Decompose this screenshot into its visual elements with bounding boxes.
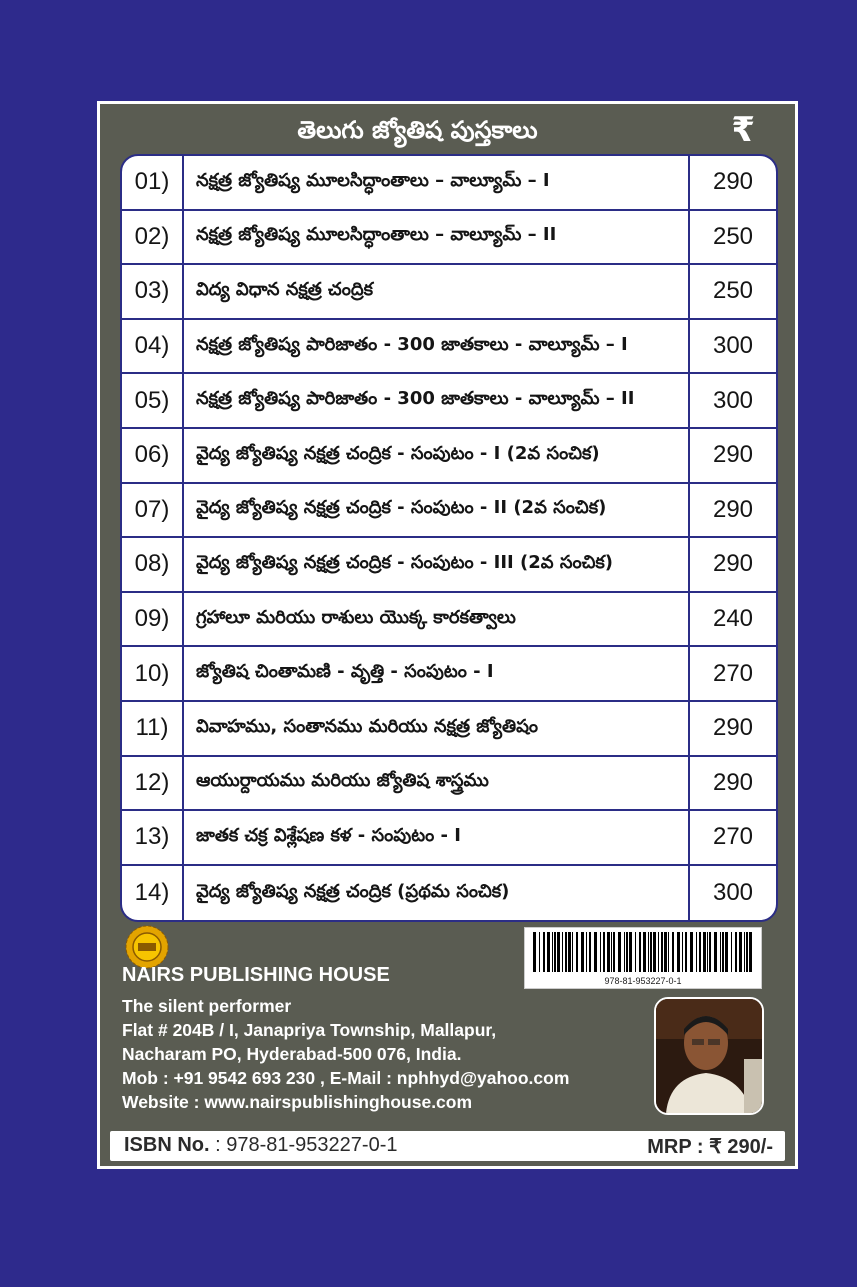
publisher-name: NAIRS PUBLISHING HOUSE [122, 964, 390, 986]
barcode-bar [661, 932, 663, 972]
book-title: నక్షత్ర జ్యోతిష్య పారిజాతం - 300 జాతకాలు - వాల్యూమ్ – I [184, 320, 690, 373]
barcode-bar [600, 932, 601, 972]
barcode-bar [746, 932, 748, 972]
table-row [122, 484, 776, 539]
book-price: 290 [712, 768, 754, 796]
barcode-bar [635, 932, 636, 972]
table-row [122, 757, 776, 812]
rupee-icon: ₹ [731, 110, 755, 150]
book-price: 300 [712, 332, 754, 360]
website-line: Website : www.nairspublishinghouse.com [122, 1092, 473, 1112]
publisher-tagline: The silent performer [122, 996, 292, 1016]
barcode-bar [576, 932, 578, 972]
table-row [122, 702, 776, 757]
book-title: జ్యోతిష చింతామణి - వృత్తి - సంపుటం - I [184, 647, 690, 700]
book-price: 290 [712, 495, 754, 523]
barcode-bar [682, 932, 683, 972]
barcode-bar [562, 932, 563, 972]
barcode-bar [658, 932, 659, 972]
book-title: వైద్య జ్యోతిష్య నక్షత్ర చంద్రిక - సంపుటం - II (2వ సంచిక) [184, 484, 690, 537]
book-number: 09) [122, 593, 184, 646]
barcode-bar [565, 932, 567, 972]
barcode-bar [668, 932, 669, 972]
panel-header [100, 104, 795, 156]
publisher-info [122, 994, 569, 1114]
table-row [122, 265, 776, 320]
barcode-bar [568, 932, 571, 972]
book-price: 240 [712, 605, 754, 633]
barcode-bar [539, 932, 540, 972]
table-row [122, 374, 776, 429]
barcode-bar [725, 932, 728, 972]
author-photo [654, 997, 764, 1115]
book-title: వైద్య జ్యోతిష్య నక్షత్ర చంద్రిక (ప్రథమ సంచిక) [184, 866, 690, 921]
book-number: 04) [122, 320, 184, 373]
book-price: 300 [712, 386, 754, 414]
barcode-bar [611, 932, 612, 972]
table-row [122, 647, 776, 702]
book-number: 08) [122, 538, 184, 591]
book-price: 290 [712, 441, 754, 469]
barcode-bar [744, 932, 745, 972]
book-price: 290 [712, 168, 754, 196]
book-price: 270 [712, 823, 754, 851]
barcode-bar [572, 932, 573, 972]
book-title: ఆయుర్దాయము మరియు జ్యోతిష శాస్త్రము [184, 757, 690, 810]
book-number: 14) [122, 866, 184, 921]
book-title: వైద్య జ్యోతిష్య నక్షత్ర చంద్రిక - సంపుటం - III (2వ సంచిక) [184, 538, 690, 591]
isbn-label: ISBN No. [124, 1134, 210, 1156]
barcode-bar [714, 932, 717, 972]
panel-title: తెలుగు జ్యోతిష పుస్తకాలు [297, 116, 538, 144]
barcode-bar [735, 932, 737, 972]
barcode-bar [709, 932, 711, 972]
barcode-bar [594, 932, 597, 972]
barcode-bar [731, 932, 732, 972]
book-number: 01) [122, 156, 184, 209]
book-number: 10) [122, 647, 184, 700]
barcode-bar [707, 932, 708, 972]
isbn-value: : 978-81-953227-0-1 [209, 1134, 398, 1156]
contact-line: Mob : +91 9542 693 230 , E-Mail : nphhyd@yahoo.com [122, 1068, 570, 1088]
book-price: 250 [712, 222, 754, 250]
barcode-bar [696, 932, 697, 972]
barcode-bar [699, 932, 701, 972]
barcode-bar [650, 932, 652, 972]
isbn [124, 1134, 397, 1157]
table-row [122, 811, 776, 866]
book-number: 02) [122, 211, 184, 264]
book-number: 11) [122, 702, 184, 755]
table-row [122, 538, 776, 593]
barcode-bar [677, 932, 680, 972]
barcode-bar [653, 932, 656, 972]
book-list-panel [97, 101, 798, 1169]
barcode-bar [749, 932, 752, 972]
barcode-bar [613, 932, 615, 972]
barcode-bars-icon [533, 932, 755, 972]
barcode-bar [552, 932, 553, 972]
book-number: 06) [122, 429, 184, 482]
table-row [122, 156, 776, 211]
book-title: నక్షత్ర జ్యోతిష్య మూలసిద్ధాంతాలు – వాల్యూమ్ – II [184, 211, 690, 264]
barcode-bar [589, 932, 591, 972]
barcode-bar [624, 932, 625, 972]
book-price: 250 [712, 277, 754, 305]
footer-bar [110, 1131, 785, 1161]
barcode-bar [543, 932, 545, 972]
book-title: నక్షత్ర జ్యోతిష్య మూలసిద్ధాంతాలు – వాల్యూమ్ – I [184, 156, 690, 209]
table-row [122, 866, 776, 921]
table-row [122, 211, 776, 266]
book-price: 290 [712, 714, 754, 742]
barcode-bar [685, 932, 687, 972]
barcode-bar [672, 932, 674, 972]
address-line-1: Flat # 204B / I, Janapriya Township, Mallapur, [122, 1020, 497, 1040]
book-number: 05) [122, 374, 184, 427]
address-line-2: Nacharam PO, Hyderabad-500 076, India. [122, 1044, 462, 1064]
barcode-bar [639, 932, 641, 972]
barcode-bar [607, 932, 610, 972]
book-title: విద్య విధాన నక్షత్ర చంద్రిక [184, 265, 690, 318]
barcode-bar [603, 932, 605, 972]
barcode-bar [722, 932, 724, 972]
barcode-bar [703, 932, 706, 972]
barcode-bar [739, 932, 742, 972]
book-title: జాతక చక్ర విశ్లేషణ కళ - సంపుటం - I [184, 811, 690, 864]
barcode-bar [643, 932, 646, 972]
book-number: 07) [122, 484, 184, 537]
book-price: 300 [712, 879, 754, 907]
book-title: నక్షత్ర జ్యోతిష్య పారిజాతం - 300 జాతకాలు - వాల్యూమ్ – II [184, 374, 690, 427]
barcode [524, 927, 762, 989]
book-table [120, 154, 778, 922]
barcode-bar [720, 932, 721, 972]
book-number: 03) [122, 265, 184, 318]
barcode-bar [557, 932, 560, 972]
book-title: వైద్య జ్యోతిష్య నక్షత్ర చంద్రిక - సంపుటం - I (2వ సంచిక) [184, 429, 690, 482]
book-title: గ్రహాలూ మరియు రాశులు యొక్క కారకత్వాలు [184, 593, 690, 646]
barcode-bar [664, 932, 667, 972]
mrp: MRP : ₹ 290/- [647, 1136, 773, 1158]
barcode-bar [581, 932, 584, 972]
book-price: 270 [712, 659, 754, 687]
barcode-bar [629, 932, 632, 972]
barcode-bar [626, 932, 628, 972]
barcode-bar [618, 932, 621, 972]
book-price: 290 [712, 550, 754, 578]
table-row [122, 320, 776, 375]
barcode-number: 978-81-953227-0-1 [604, 976, 682, 986]
book-number: 13) [122, 811, 184, 864]
table-row [122, 593, 776, 648]
barcode-bar [533, 932, 536, 972]
table-row [122, 429, 776, 484]
book-title: వివాహము, సంతానము మరియు నక్షత్ర జ్యోతిషం [184, 702, 690, 755]
book-number: 12) [122, 757, 184, 810]
barcode-bar [547, 932, 550, 972]
barcode-bar [690, 932, 693, 972]
barcode-bar [648, 932, 649, 972]
barcode-bar [586, 932, 587, 972]
barcode-bar [554, 932, 556, 972]
